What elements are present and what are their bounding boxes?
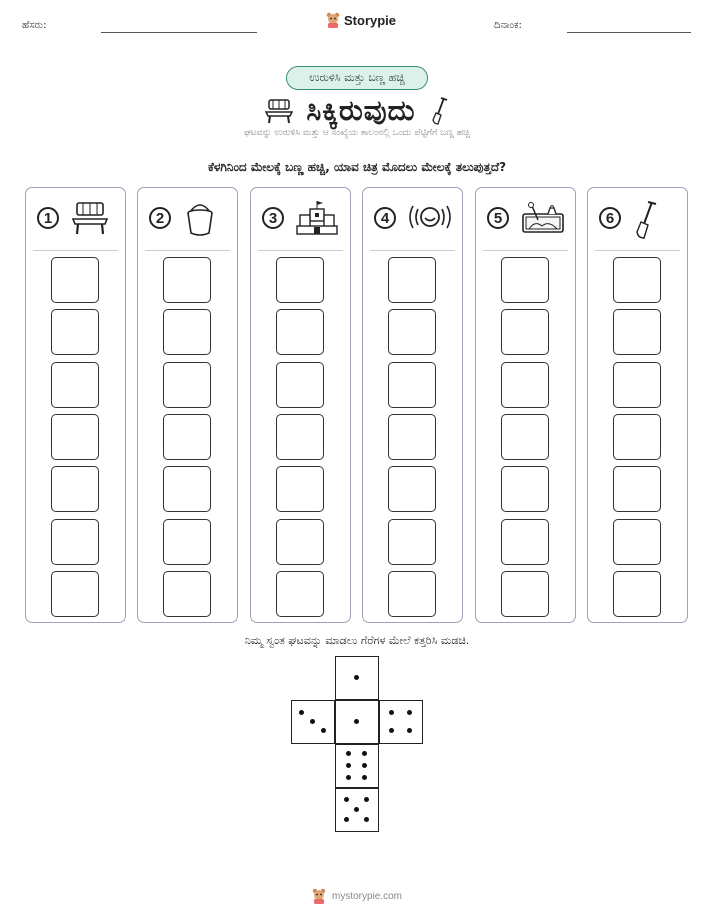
die-face-1	[335, 656, 379, 700]
column-number: 2	[149, 207, 171, 229]
die-pip	[407, 710, 412, 715]
column-number: 1	[37, 207, 59, 229]
die-pip	[354, 675, 359, 680]
die-pip	[364, 817, 369, 822]
question: ಕೆಳಗಿನಿಂದ ಮೇಲಕ್ಕೆ ಬಣ್ಣ ಹಚ್ಚಿ, ಯಾವ ಚಿತ್ರ ಮೊದಲು ಮೇಲಕ್ಕೆ ತಲುಪುತ್ತದೆ?	[207, 160, 507, 174]
die-pip	[344, 817, 349, 822]
die-face-4	[379, 700, 423, 744]
footer	[0, 888, 714, 904]
die-pip	[362, 763, 367, 768]
brand-name: Storypie	[344, 12, 397, 28]
date-label: ದಿನಾಂಕ:	[494, 20, 522, 31]
die-pip	[346, 751, 351, 756]
footer-url: mystorypie.com	[331, 890, 402, 902]
bear-mascot-icon	[312, 888, 326, 904]
column-number: 3	[262, 207, 284, 229]
die-pip	[310, 719, 315, 724]
die-pip	[364, 797, 369, 802]
activity-pill: ಉರುಳಿಸಿ ಮತ್ತು ಬಣ್ಣ ಹಚ್ಚಿ	[286, 66, 428, 90]
column-number: 6	[599, 207, 621, 229]
die-pip	[362, 775, 367, 780]
name-label: ಹೆಸರು:	[22, 20, 47, 31]
die-instruction: ನಿಮ್ಮ ಸ್ವಂತ ಘಟವನ್ನು ಮಾಡಲು ಗೆರೆಗಳ ಮೇಲೆ ಕತ್ತರಿಸಿ ಮಡಚಿ.	[244, 634, 470, 647]
die-pip	[354, 719, 359, 724]
die-pip	[354, 807, 359, 812]
die-pip	[321, 728, 326, 733]
die-face-5	[335, 788, 379, 832]
die-face-1	[335, 700, 379, 744]
die-pip	[344, 797, 349, 802]
die-pip	[389, 728, 394, 733]
die-pip	[362, 751, 367, 756]
page-title: ಸಿಕ್ಕಿರುವುದು	[306, 94, 416, 127]
die-pip	[346, 775, 351, 780]
die-pip	[389, 710, 394, 715]
die-face-3	[291, 700, 335, 744]
column-number: 4	[374, 207, 396, 229]
die-pip	[346, 763, 351, 768]
column-number: 5	[487, 207, 509, 229]
subtitle: ಘಟವನ್ನು ಉರುಳಿಸಿ ಮತ್ತು ಆ ಸಂಖ್ಯೆಯ ಕಾಲಂನಲ್ಲಿ ಒಂದು ಪೆಟ್ಟಿಗೆಗೆ ಬಣ್ಣ ಹಚ್ಚಿ	[244, 128, 470, 138]
die-face-6	[335, 744, 379, 788]
die-pip	[299, 710, 304, 715]
die-pip	[407, 728, 412, 733]
